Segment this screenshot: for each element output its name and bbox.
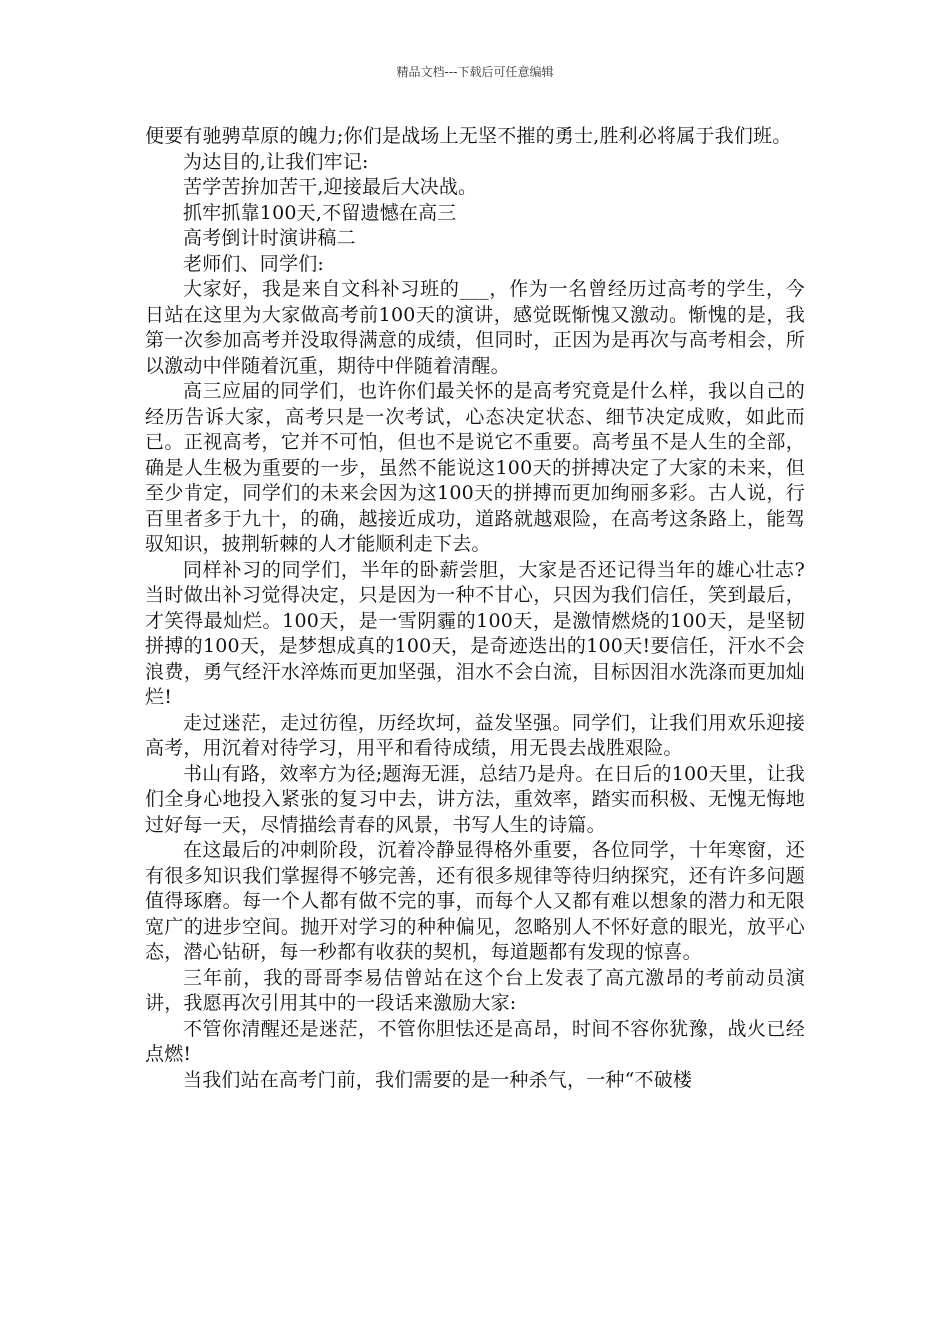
paragraph: 不管你清醒还是迷茫，不管你胆怯还是高昂，时间不容你犹豫，战火已经点燃! — [145, 1017, 805, 1065]
paragraph: 抓牢抓靠100天,不留遗憾在高三 — [183, 201, 457, 224]
document-body — [145, 124, 805, 1093]
paragraph: 高三应届的同学们，也许你们最关怀的是高考究竟是什么样，我以自己的经历告诉大家，高考只是一次考试，心态决定状态、细节决定成败，如此而已。正视高考，它并不可怕，但也不是说它不重要。高考虽不是人生的全部，确是人生极为重要的一步，虽然不能说这100天的拼搏决定了大家的未来，但至少肯定，同学们的未来会因为这100天的拼搏而更加绚丽多彩。古人说，行百里者多于九十，的确，越接近成功，道路就越艰险，在高考这条路上，能驾驭知识，披荆斩棘的人才能顺利走下去。 — [145, 380, 805, 555]
paragraph: 为达目的,让我们牢记: — [183, 150, 369, 173]
paragraph: 苦学苦拚加苦干,迎接最后大决战。 — [183, 176, 478, 198]
paragraph: 同样补习的同学们，半年的卧薪尝胆，大家是否还记得当年的雄心壮志?当时做出补习觉得决定，只是因为一种不甘心，只因为我们信任，笑到最后，才笑得最灿烂。100天，是一雪阴霾的100天，是激情燃烧的100天，是坚韧拼搏的100天，是梦想成真的100天，是奇迹迭出的100天!要信任，汗水不会浪费，勇气经汗水淬炼而更加坚强，泪水不会白流，目标因泪水洗涤而更加灿烂! — [145, 558, 805, 708]
paragraph: 便要有驰骋草原的魄力;你们是战场上无坚不摧的勇士,胜利必将属于我们班。 — [145, 125, 792, 147]
section-title: 高考倒计时演讲稿二 — [183, 227, 356, 249]
paragraph: 当我们站在高考门前，我们需要的是一种杀气，一种“不破楼 — [183, 1068, 693, 1091]
paragraph: 书山有路，效率方为径;题海无涯，总结乃是舟。在日后的100天里，让我们全身心地投入紧张的复习中去，讲方法，重效率，踏实而积极、无愧无悔地过好每一天，尽情描绘青春的风景，书写人生的诗篇。 — [145, 762, 805, 836]
paragraph: 在这最后的冲刺阶段，沉着冷静显得格外重要，各位同学，十年寒窗，还有很多知识我们掌握得不够完善，还有很多规律等待归纳探究，还有许多问题值得琢磨。每一个人都有做不完的事，而每个人又都有难以想象的潜力和无限宽广的进步空间。抛开对学习的种种偏见，忽略别人不怀好意的眼光，放平心态，潜心钻研，每一秒都有收获的契机，每道题都有发现的惊喜。 — [145, 839, 805, 963]
paragraph: 三年前，我的哥哥李易佶曾站在这个台上发表了高亢激昂的考前动员演讲，我愿再次引用其中的一段话来激励大家: — [145, 966, 805, 1014]
paragraph: 走过迷茫，走过彷徨，历经坎坷，益发坚强。同学们，让我们用欢乐迎接高考，用沉着对待学习，用平和看待成绩，用无畏去战胜艰险。 — [145, 711, 805, 759]
paragraph: 大家好，我是来自文科补习班的___，作为一名曾经历过高考的学生，今日站在这里为大家做高考前100天的演讲，感觉既惭愧又激动。惭愧的是，我第一次参加高考并没取得满意的成绩，但同时，正因为是再次与高考相会，所以激动中伴随着沉重，期待中伴随着清醒。 — [145, 278, 805, 377]
salutation: 老师们、同学们: — [183, 252, 325, 275]
page-header: 精品文档---下载后可任意编辑 — [396, 65, 554, 79]
